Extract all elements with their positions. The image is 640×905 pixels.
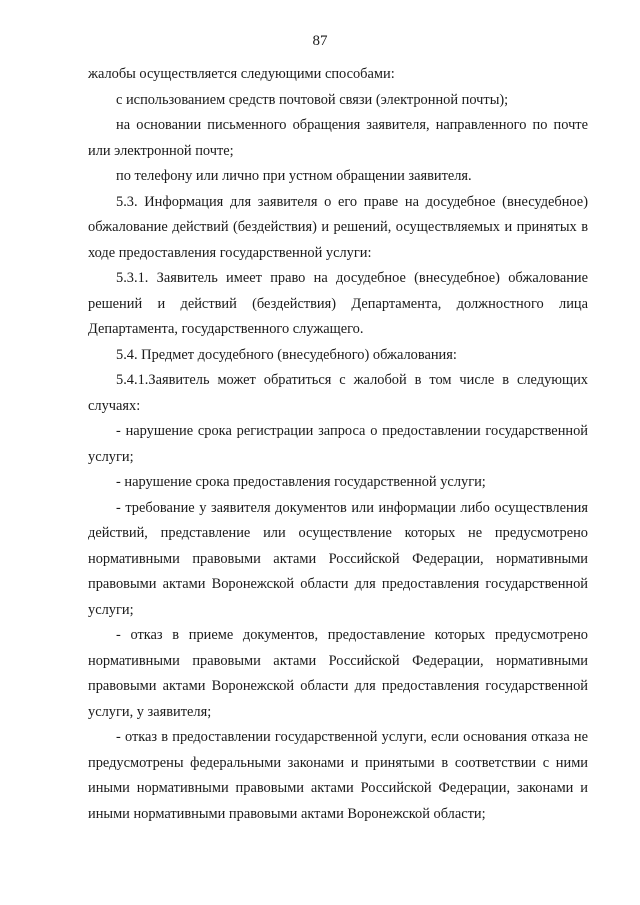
paragraph: на основании письменного обращения заявителя, направленного по почте или электронной почте; bbox=[88, 117, 588, 159]
paragraph: - отказ в приеме документов, предоставление которых предусмотрено нормативными правовыми актами Российской Федерации, нормативными правовыми актами Воронежской области для предоставления государственной услуги, у заявителя; bbox=[88, 627, 588, 720]
paragraph: - нарушение срока предоставления государственной услуги; bbox=[116, 474, 486, 490]
paragraph: - нарушение срока регистрации запроса о предоставлении государственной услуги; bbox=[88, 423, 588, 465]
paragraph: - требование у заявителя документов или информации либо осуществления действий, представление или осуществление которых не предусмотрено нормативными правовыми актами Российской Федерации, нормативными правовыми актами Воронежской области для предоставления государственной услуги; bbox=[88, 499, 588, 618]
paragraph: 5.3. Информация для заявителя о его праве на досудебное (внесудебное) обжалование действий (бездействия) и решений, осуществляемых и принятых в ходе предоставления государственной услуги: bbox=[88, 193, 588, 261]
document-body bbox=[88, 62, 588, 827]
paragraph: жалобы осуществляется следующими способами: bbox=[88, 66, 395, 82]
paragraph: - отказ в предоставлении государственной услуги, если основания отказа не предусмотрены федеральными законами и принятыми в соответствии с ними иными нормативными правовыми актами Российской Федерации, законами и иными нормативными правовыми актами Воронежской области; bbox=[88, 729, 588, 822]
page-number: 87 bbox=[312, 33, 328, 49]
paragraph: с использованием средств почтовой связи (электронной почты); bbox=[116, 91, 509, 108]
paragraph: 5.4.1.Заявитель может обратиться с жалобой в том числе в следующих случаях: bbox=[88, 372, 588, 414]
paragraph: 5.3.1. Заявитель имеет право на досудебное (внесудебное) обжалование решений и действий (бездействия) Департамента, должностного лица Департамента, государственного служащего. bbox=[88, 270, 588, 337]
paragraph: 5.4. Предмет досудебного (внесудебного) обжалования: bbox=[116, 346, 457, 363]
paragraph: по телефону или лично при устном обращении заявителя. bbox=[116, 168, 472, 184]
